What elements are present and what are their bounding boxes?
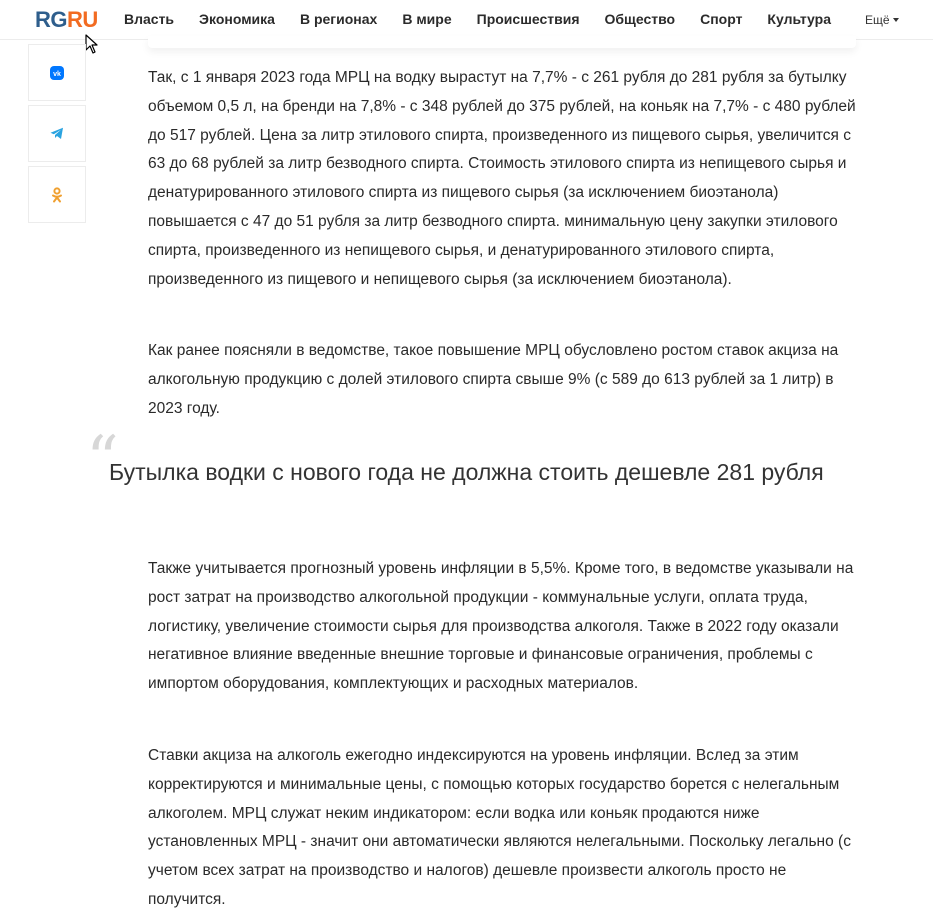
article-paragraph-2 [148, 337, 860, 423]
chevron-down-icon [893, 18, 899, 22]
quote-mark-icon: “ [86, 423, 119, 497]
vk-glyph: vk [53, 70, 61, 78]
article-paragraph-1 [148, 64, 860, 294]
nav-item-proisshestviya[interactable]: Происшествия [476, 11, 580, 27]
paragraph-text: Так, с 1 января 2023 года МРЦ на водку вырастут на 7,7% - с 261 рубля до 281 рубля за бутылку объемом 0,5 л, на бренди на 7,8% - с 348 рублей до 375 рублей, на коньяк на 7,7% - с 480 рублей до 517 рублей. Цена за литр этилового спирта, произведенного из пищевого сырья, увеличится с 63 до 68 рублей за литр безводного спирта. Стоимость этилового спирта из непищевого сырья и денатурированного этилового спирта из пищевого сырья (за исключением биоэтанола) повышается с 47 до 51 рубля за литр безводного спирта. минимальную цену закупки этилового спирта, произведенного из непищевого сырья, и денатурированного этилового спирта, произведенного из пищевого и непищевого сырья (за исключением биоэтанола). [148, 69, 856, 288]
nav-item-vlast[interactable]: Власть [124, 11, 175, 27]
site-header [0, 0, 933, 40]
nav-item-kultura[interactable]: Культура [767, 11, 831, 27]
more-label: Ещё [865, 13, 890, 27]
paragraph-text: Также учитывается прогнозный уровень инфляции в 5,5%. Кроме того, в ведомстве указывали на рост затрат на производство алкогольной продукции - коммунальные услуги, оплата труда, логистику, увеличение стоимости сырья для производства алкоголя. Также в 2022 году оказали негативное влияние введенные внешние торговые и финансовые ограничения, проблемы с импортом оборудования, комплектующих и расходных материалов. [148, 560, 854, 693]
main-nav [124, 11, 856, 27]
more-menu-button[interactable] [865, 13, 899, 27]
telegram-icon [50, 127, 64, 140]
nav-item-sport[interactable]: Спорт [700, 11, 743, 27]
card-edge [148, 36, 856, 48]
vk-share-button[interactable] [28, 44, 86, 101]
logo-ru: RU [67, 7, 98, 32]
mouse-cursor-icon [85, 34, 99, 54]
vk-icon [50, 66, 64, 80]
pull-quote: Бутылка водки с нового года не должна стоить дешевле 281 рубля [109, 459, 824, 485]
ok-icon [51, 187, 63, 203]
ok-share-button[interactable] [28, 166, 86, 223]
site-logo[interactable] [35, 8, 98, 32]
nav-item-v-mire[interactable]: В мире [402, 11, 452, 27]
logo-rg: RG [35, 7, 67, 32]
nav-item-ekonomika[interactable]: Экономика [199, 11, 275, 27]
nav-item-obshchestvo[interactable]: Общество [604, 11, 676, 27]
paragraph-text: Как ранее поясняли в ведомстве, такое повышение МРЦ обусловлено ростом ставок акциза на алкогольную продукцию с долей этилового спирта свыше 9% (с 589 до 613 рублей за 1 литр) в 2023 году. [148, 342, 839, 417]
social-share-bar [28, 44, 86, 227]
paragraph-text: Ставки акциза на алкоголь ежегодно индексируются на уровень инфляции. Вслед за этим корректируются и минимальные цены, с помощью которых государство борется с нелегальным алкоголем. МРЦ служат неким индикатором: если водка или коньяк продаются ниже установленных МРЦ - значит они автоматически являются нелегальными. Поскольку легально (с учетом всех затрат на производство и налогов) дешевле произвести алкоголь просто не получится. [148, 747, 851, 908]
nav-item-v-regionah[interactable]: В регионах [299, 11, 378, 27]
article-paragraph-3 [148, 555, 860, 699]
telegram-share-button[interactable] [28, 105, 86, 162]
article-paragraph-4 [148, 742, 860, 915]
